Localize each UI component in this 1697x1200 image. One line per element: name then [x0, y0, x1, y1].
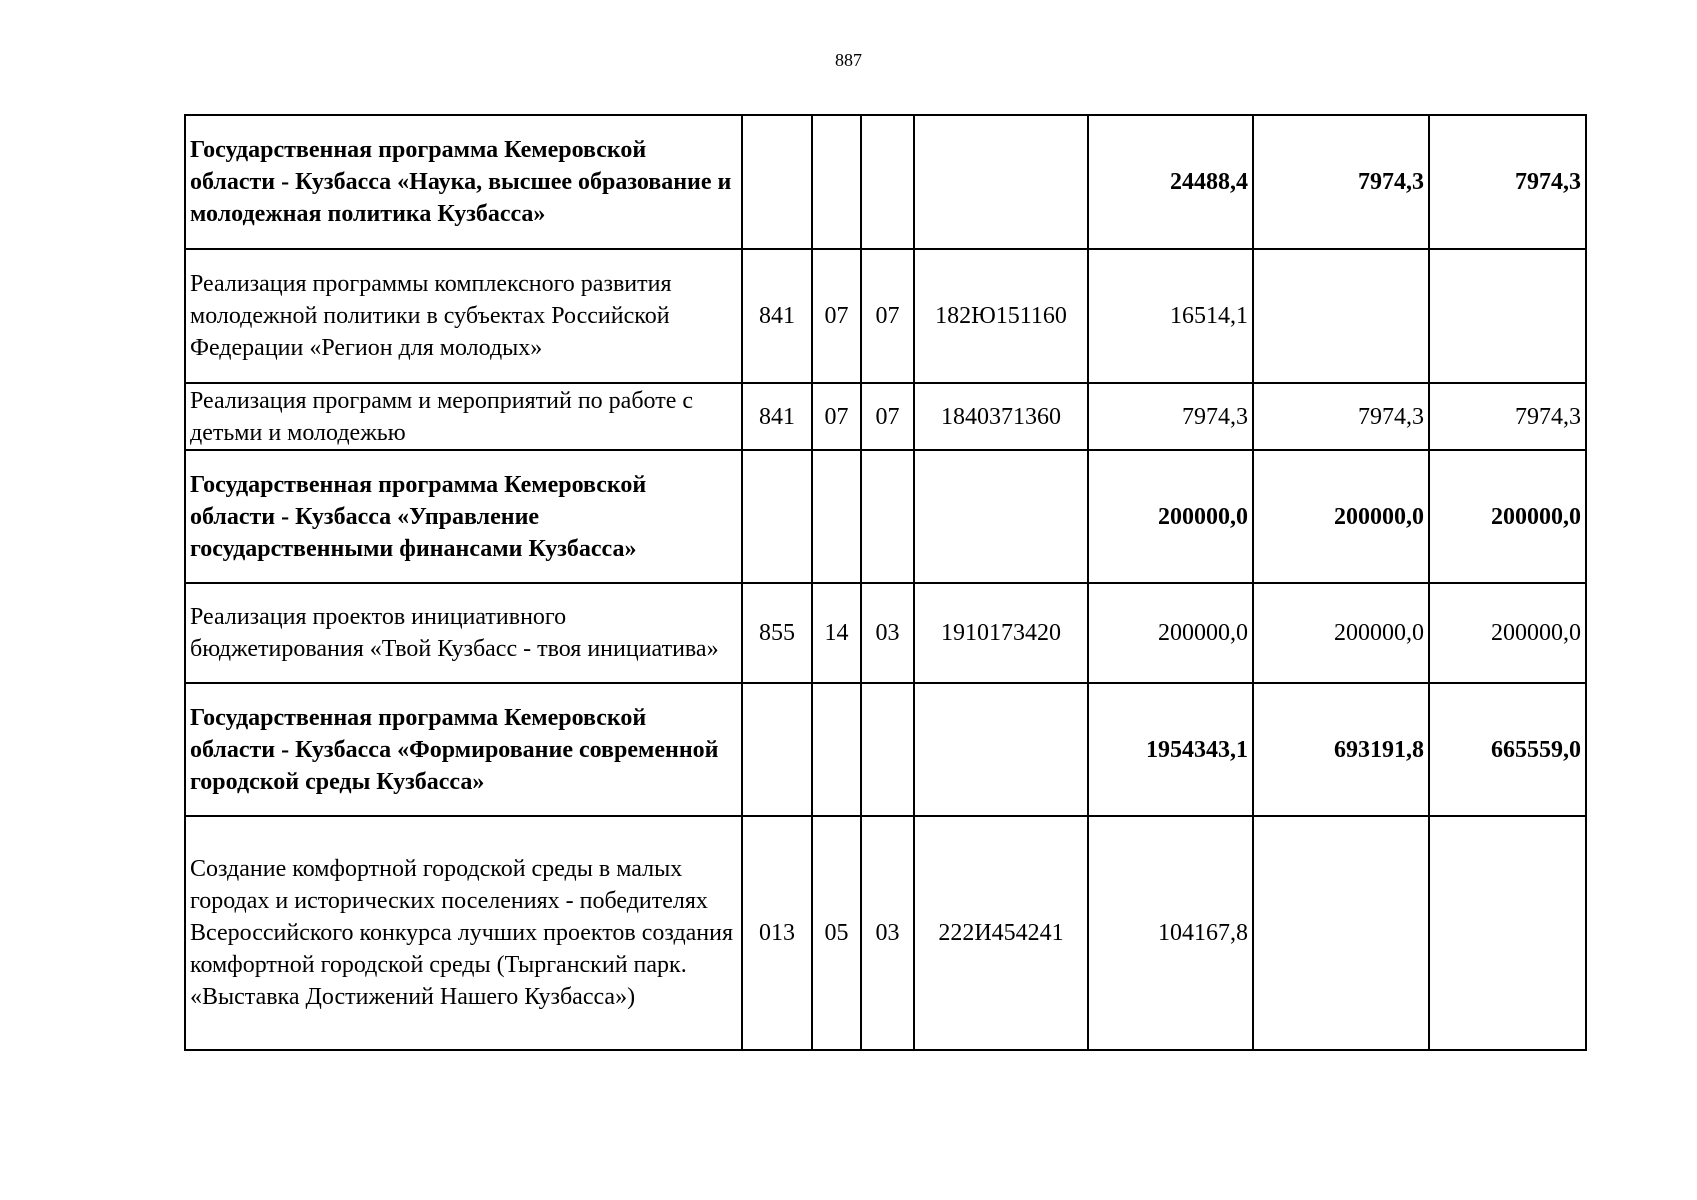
table-row	[185, 583, 1586, 683]
ministry-code: 841	[742, 383, 812, 450]
amount-year-3	[1429, 816, 1586, 1050]
amount-year-1: 200000,0	[1088, 583, 1253, 683]
amount-year-2: 200000,0	[1253, 583, 1429, 683]
amount-year-3: 200000,0	[1429, 450, 1586, 583]
amount-year-3: 7974,3	[1429, 115, 1586, 249]
subsection-code	[861, 115, 914, 249]
ministry-code: 013	[742, 816, 812, 1050]
amount-year-2: 7974,3	[1253, 115, 1429, 249]
target-code: 222И454241	[914, 816, 1088, 1050]
budget-table	[184, 114, 1587, 1051]
target-code: 1910173420	[914, 583, 1088, 683]
amount-year-1: 104167,8	[1088, 816, 1253, 1050]
ministry-code	[742, 115, 812, 249]
amount-year-1: 7974,3	[1088, 383, 1253, 450]
table-row	[185, 249, 1586, 383]
section-code	[812, 450, 861, 583]
target-code	[914, 450, 1088, 583]
amount-year-3: 7974,3	[1429, 383, 1586, 450]
amount-year-2: 693191,8	[1253, 683, 1429, 816]
subsection-code	[861, 450, 914, 583]
row-name: Создание комфортной городской среды в малых городах и исторических поселениях - победителях Всероссийского конкурса лучших проектов создания комфортной городской среды (Тырганский парк. «Выставка Достижений Нашего Кузбасса»)	[185, 816, 742, 1050]
ministry-code: 841	[742, 249, 812, 383]
row-name: Реализация проектов инициативного бюджетирования «Твой Кузбасс - твоя инициатива»	[185, 583, 742, 683]
section-code	[812, 115, 861, 249]
target-code: 1840371360	[914, 383, 1088, 450]
ministry-code	[742, 683, 812, 816]
subsection-code: 03	[861, 816, 914, 1050]
ministry-code: 855	[742, 583, 812, 683]
section-code: 14	[812, 583, 861, 683]
amount-year-1: 200000,0	[1088, 450, 1253, 583]
subsection-code: 03	[861, 583, 914, 683]
page-number: 887	[835, 50, 862, 70]
table-row	[185, 383, 1586, 450]
target-code	[914, 115, 1088, 249]
amount-year-2: 7974,3	[1253, 383, 1429, 450]
section-code: 07	[812, 249, 861, 383]
table-row	[185, 816, 1586, 1050]
subsection-code	[861, 683, 914, 816]
amount-year-3	[1429, 249, 1586, 383]
amount-year-1: 24488,4	[1088, 115, 1253, 249]
ministry-code	[742, 450, 812, 583]
section-code: 05	[812, 816, 861, 1050]
subsection-code: 07	[861, 383, 914, 450]
amount-year-2: 200000,0	[1253, 450, 1429, 583]
section-code	[812, 683, 861, 816]
table-row	[185, 683, 1586, 816]
amount-year-1: 1954343,1	[1088, 683, 1253, 816]
row-name: Реализация программы комплексного развития молодежной политики в субъектах Российской Федерации «Регион для молодых»	[185, 249, 742, 383]
section-code: 07	[812, 383, 861, 450]
amount-year-3: 200000,0	[1429, 583, 1586, 683]
amount-year-3: 665559,0	[1429, 683, 1586, 816]
subsection-code: 07	[861, 249, 914, 383]
target-code: 182Ю151160	[914, 249, 1088, 383]
table-row	[185, 115, 1586, 249]
target-code	[914, 683, 1088, 816]
row-name: Государственная программа Кемеровской области - Кузбасса «Формирование современной городской среды Кузбасса»	[185, 683, 742, 816]
amount-year-1: 16514,1	[1088, 249, 1253, 383]
row-name: Реализация программ и мероприятий по работе с детьми и молодежью	[185, 383, 742, 450]
table-row	[185, 450, 1586, 583]
amount-year-2	[1253, 249, 1429, 383]
row-name: Государственная программа Кемеровской области - Кузбасса «Управление государственными финансами Кузбасса»	[185, 450, 742, 583]
row-name: Государственная программа Кемеровской области - Кузбасса «Наука, высшее образование и молодежная политика Кузбасса»	[185, 115, 742, 249]
amount-year-2	[1253, 816, 1429, 1050]
